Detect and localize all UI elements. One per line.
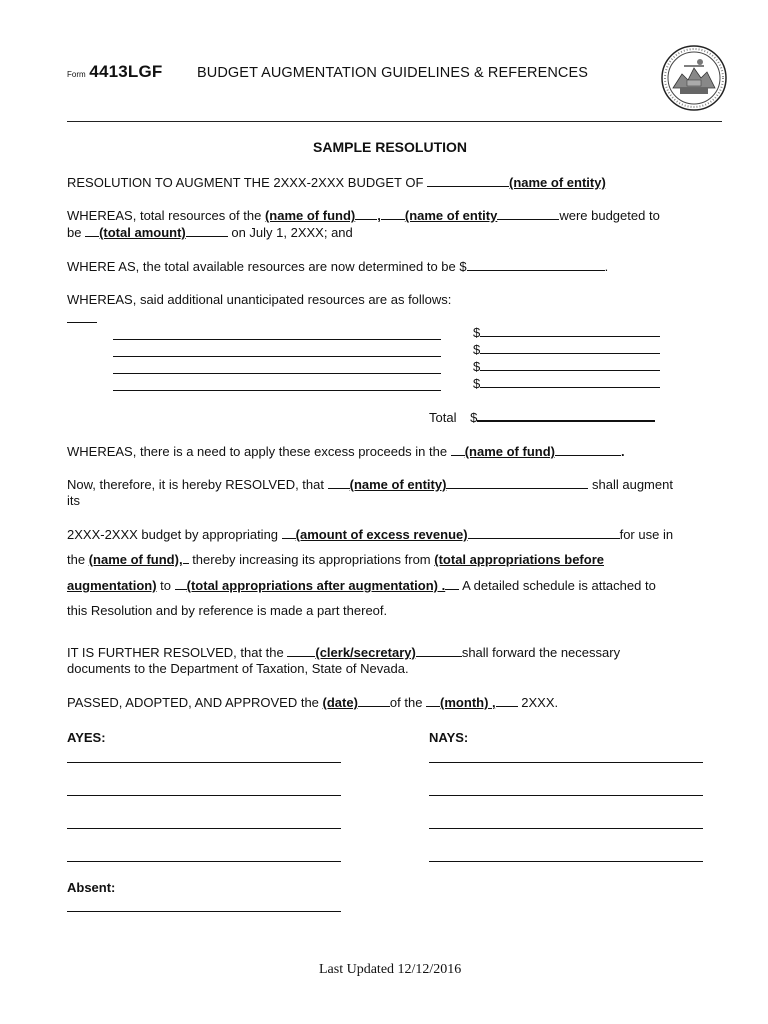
resource-amount (473, 376, 660, 391)
entity-field[interactable]: (name of entity (404, 208, 498, 223)
absent-label: Absent: (67, 880, 116, 895)
blank-line[interactable] (381, 208, 405, 220)
text: thereby increasing its appropriations from (188, 552, 435, 567)
total-label: Total (429, 410, 457, 425)
blank-line[interactable] (85, 225, 99, 237)
blank-line[interactable] (282, 527, 296, 539)
section-heading: SAMPLE RESOLUTION (313, 139, 468, 155)
text: WHERE AS, the total available resources are now determined to be $ (67, 259, 467, 274)
blank-line[interactable] (186, 225, 228, 237)
blank-line[interactable] (416, 645, 462, 657)
ayes-signature-line[interactable] (67, 795, 341, 796)
ayes-signature-line[interactable] (67, 762, 341, 763)
resolved-line2: its (67, 493, 80, 508)
resource-amount (473, 325, 660, 340)
text: A detailed schedule is attached to (459, 578, 656, 593)
blank-line[interactable] (468, 527, 620, 539)
excess-revenue-field[interactable]: (amount of excess revenue) (295, 527, 468, 542)
amount-blank[interactable] (480, 376, 660, 388)
text: 2XXX. (517, 695, 559, 710)
amount-blank[interactable] (480, 325, 660, 337)
before-field[interactable]: (total appropriations before (434, 552, 604, 567)
text: shall augment (588, 477, 673, 492)
resolution-line (67, 175, 606, 190)
appropriating-line4: this Resolution and by reference is made a part thereof. (67, 603, 388, 618)
blank-line[interactable] (287, 645, 315, 657)
resource-description-line[interactable] (113, 373, 441, 374)
text: of the (389, 695, 427, 710)
amount-blank[interactable] (480, 359, 660, 371)
absent-signature-line[interactable] (67, 911, 341, 912)
after-field[interactable]: (total appropriations after augmentation) . (186, 578, 446, 593)
blank-line[interactable] (555, 444, 621, 456)
total-row (429, 409, 655, 425)
whereas-need-line (67, 444, 625, 459)
resolved-line1 (67, 477, 673, 492)
dollar-sign: $ (473, 342, 481, 357)
ayes-signature-line[interactable] (67, 828, 341, 829)
further-resolved-line2: documents to the Department of Taxation, State of Nevada. (67, 661, 409, 676)
resource-description-line[interactable] (113, 390, 441, 391)
total-dollar: $ (470, 410, 478, 425)
resolution-text: RESOLUTION TO AUGMENT THE 2XXX-2XXX BUDGET OF (67, 175, 427, 190)
text: Now, therefore, it is hereby RESOLVED, that (67, 477, 328, 492)
appropriating-line3 (67, 578, 656, 593)
text: WHEREAS, there is a need to apply these excess proceeds in the (67, 444, 451, 459)
form-word: Form (67, 70, 86, 79)
nays-label: NAYS: (429, 730, 469, 745)
comma: , (377, 208, 381, 223)
total-blank[interactable] (477, 409, 655, 422)
blank-line[interactable] (497, 208, 559, 220)
before-field-cont[interactable]: augmentation) (67, 578, 157, 593)
ayes-signature-line[interactable] (67, 861, 341, 862)
text: shall forward the necessary (461, 645, 621, 660)
text: on July 1, 2XXX; and (227, 225, 353, 240)
state-seal (660, 44, 728, 112)
text: to (156, 578, 175, 593)
text: 2XXX-2XXX budget by appropriating (67, 527, 282, 542)
text: IT IS FURTHER RESOLVED, that the (67, 645, 288, 660)
blank-line[interactable] (451, 444, 465, 456)
blank-line[interactable] (446, 477, 588, 489)
resource-description-line[interactable] (113, 339, 441, 340)
amount-field[interactable]: (total amount) (99, 225, 186, 240)
page-title: BUDGET AUGMENTATION GUIDELINES & REFERENCES (197, 65, 589, 81)
dollar-sign: $ (473, 376, 481, 391)
text: . (604, 259, 609, 274)
fund-field[interactable]: (name of fund) (264, 208, 356, 223)
dollar-sign: $ (473, 325, 481, 340)
appropriating-line2 (67, 552, 604, 567)
header-rule (67, 121, 722, 122)
fund-field[interactable]: (name of fund) (464, 444, 555, 459)
clerk-field[interactable]: (clerk/secretary) (315, 645, 416, 660)
passed-line (67, 695, 558, 710)
resource-description-line[interactable] (113, 356, 441, 357)
text: the (67, 552, 89, 567)
ayes-label: AYES: (67, 730, 106, 745)
text: WHEREAS, total resources of the (67, 208, 265, 223)
further-resolved-line1 (67, 645, 620, 660)
resource-amount (473, 342, 660, 357)
text: be (67, 225, 86, 240)
nays-signature-line[interactable] (429, 762, 703, 763)
text: PASSED, ADOPTED, AND APPROVED the (67, 695, 323, 710)
seal-icon (660, 44, 728, 112)
blank-line[interactable] (328, 477, 350, 489)
blank-line[interactable] (175, 578, 187, 590)
amount-blank[interactable] (467, 259, 605, 271)
short-blank[interactable] (67, 322, 97, 323)
fund-field[interactable]: (name of fund), (88, 552, 183, 567)
form-number: 4413LGF (89, 62, 163, 81)
last-updated: Last Updated 12/12/2016 (319, 962, 462, 977)
entity-field[interactable]: (name of entity) (349, 477, 447, 492)
month-field[interactable]: (month) , (440, 695, 496, 710)
nays-signature-line[interactable] (429, 795, 703, 796)
blank-line[interactable] (426, 695, 440, 707)
nays-signature-line[interactable] (429, 861, 703, 862)
whereas-available-line (67, 259, 608, 274)
amount-blank[interactable] (480, 342, 660, 354)
form-label (67, 62, 163, 82)
blank-line[interactable] (358, 695, 390, 707)
resource-amount (473, 359, 660, 374)
text: were budgeted to (559, 208, 660, 223)
whereas-resources-line2 (67, 225, 353, 240)
blank-line[interactable] (445, 578, 459, 590)
text: . (620, 444, 625, 459)
dollar-sign: $ (473, 359, 481, 374)
whereas-resources-line1 (67, 208, 660, 223)
blank-line[interactable] (355, 208, 377, 220)
appropriating-line1 (67, 527, 673, 542)
date-field[interactable]: (date) (322, 695, 358, 710)
nays-signature-line[interactable] (429, 828, 703, 829)
text: for use in (619, 527, 674, 542)
entity-field[interactable]: (name of entity) (509, 175, 606, 190)
blank-line[interactable] (427, 175, 509, 187)
whereas-additional-line: WHEREAS, said additional unanticipated resources are as follows: (67, 292, 452, 307)
blank-line[interactable] (496, 695, 518, 707)
